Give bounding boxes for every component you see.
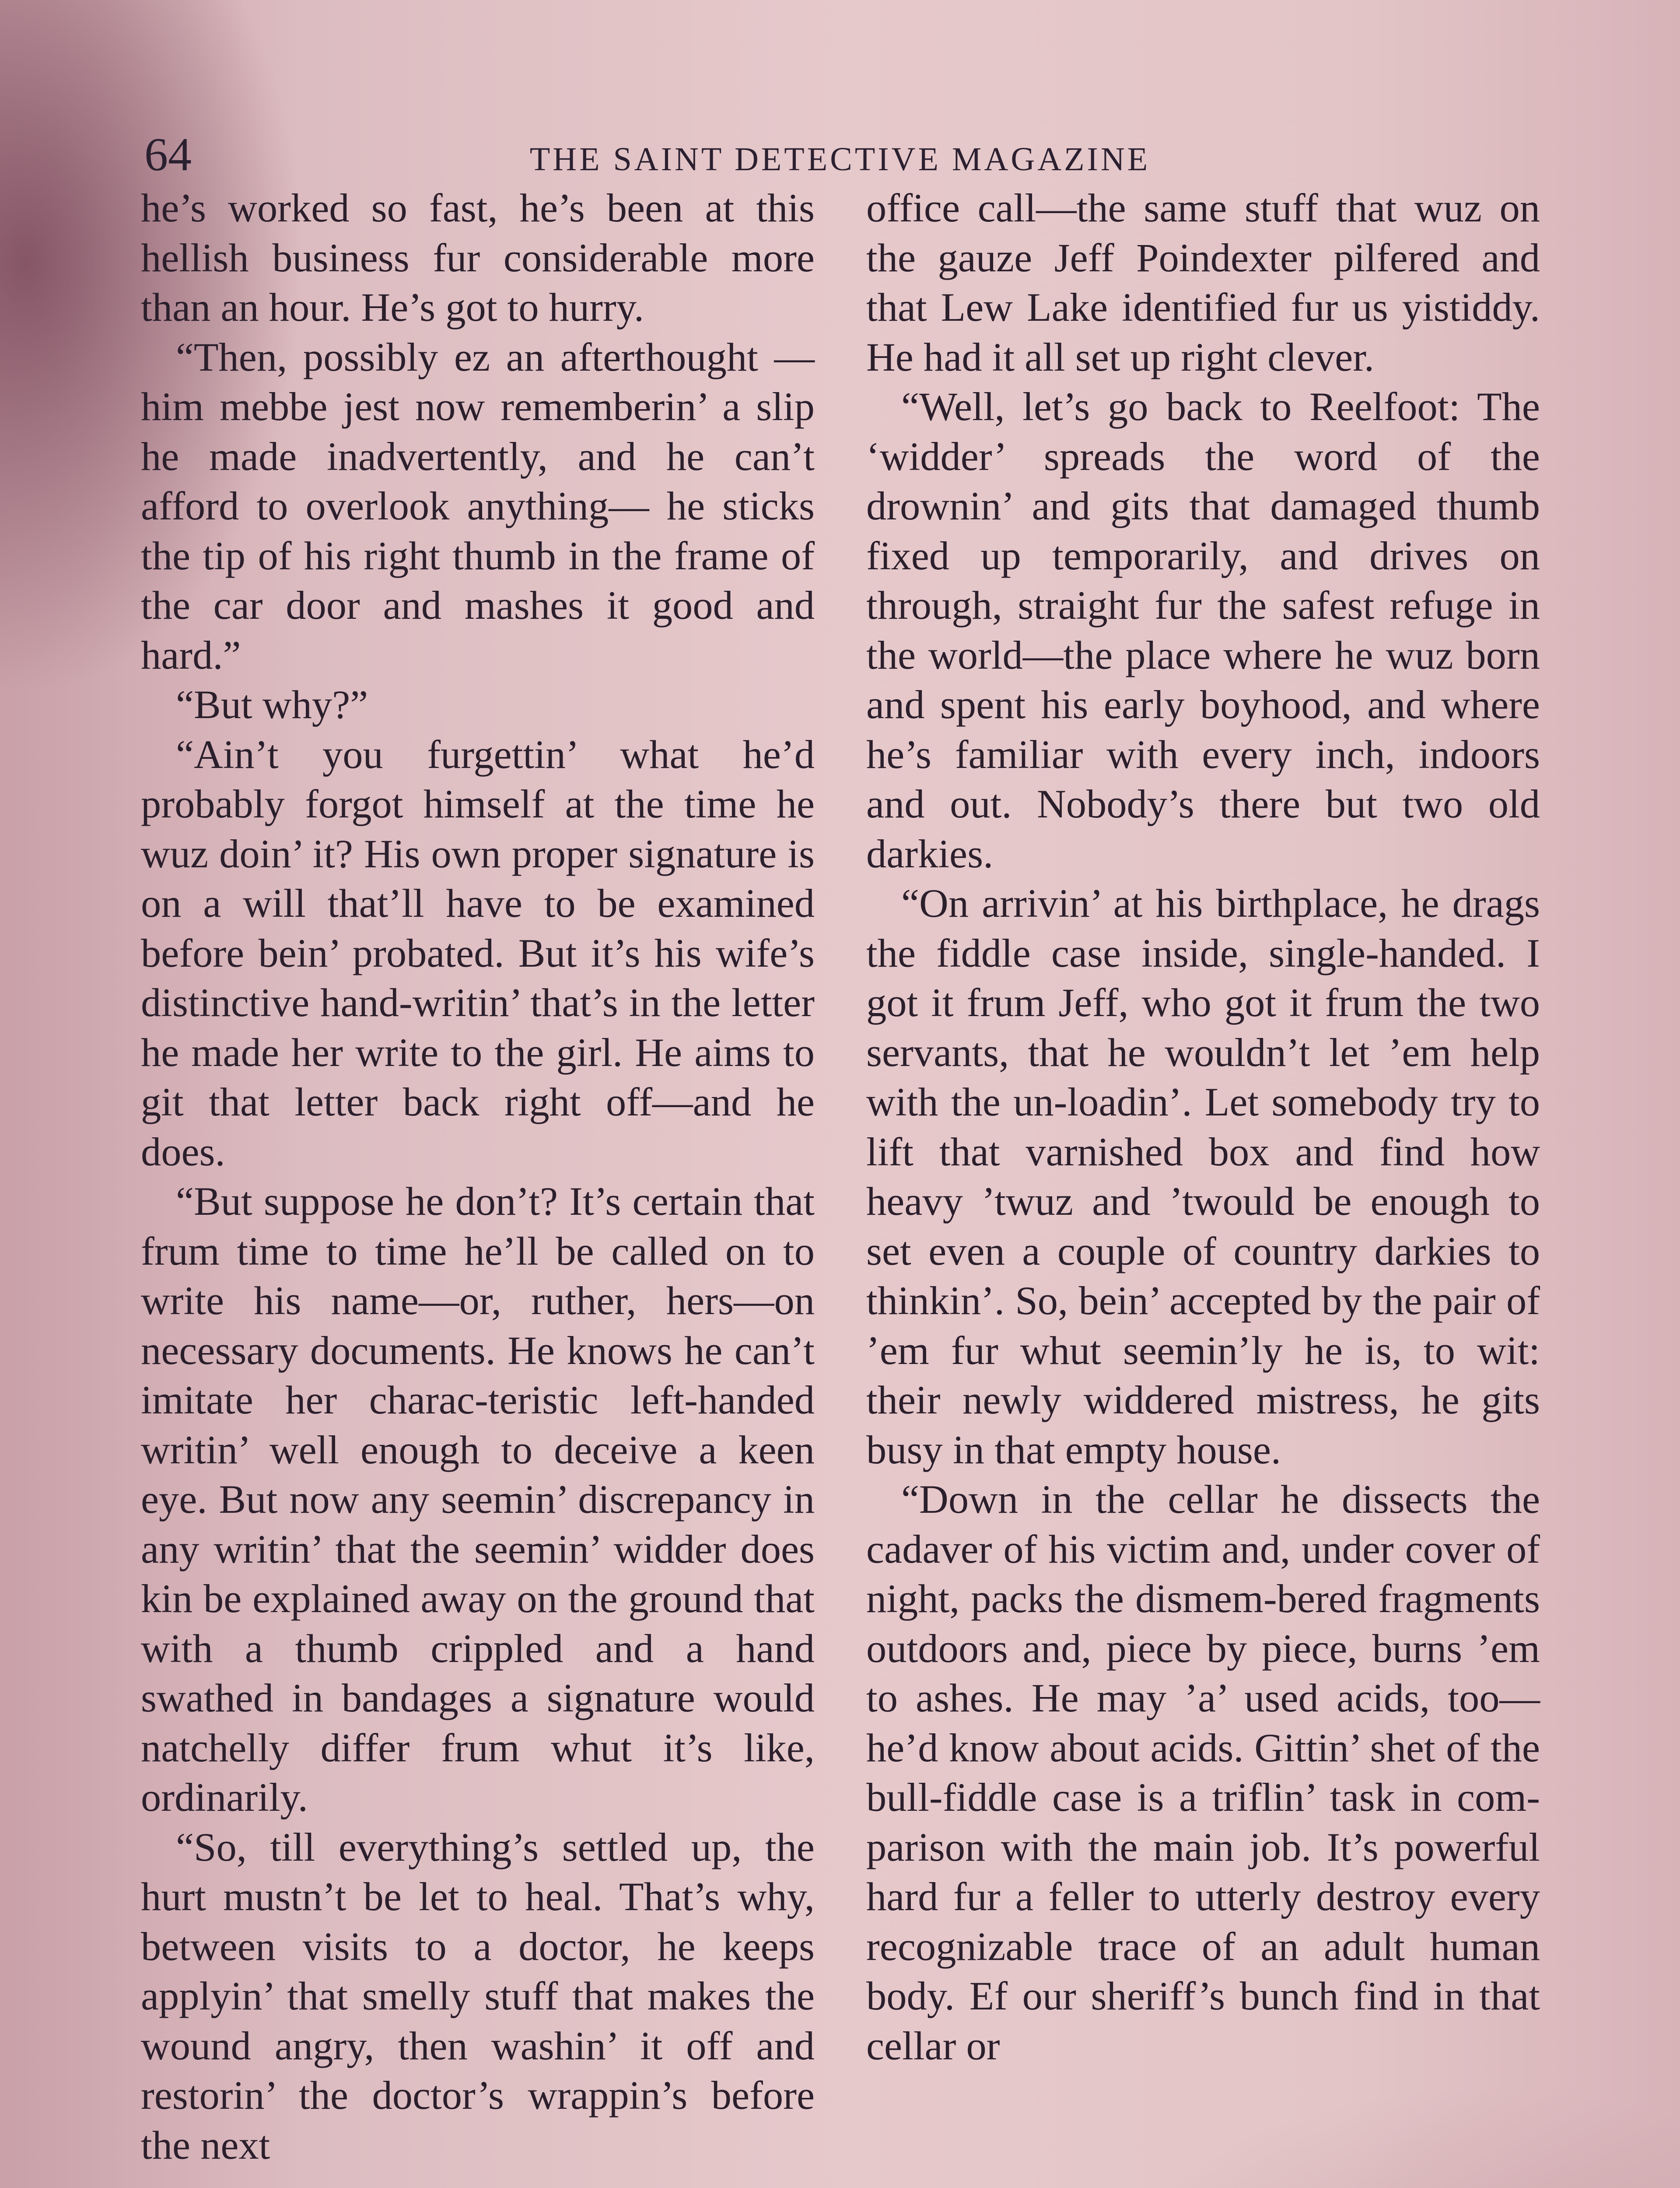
running-head: THE SAINT DETECTIVE MAGAZINE bbox=[529, 141, 1151, 178]
page-number: 64 bbox=[144, 129, 192, 181]
left-column bbox=[141, 184, 815, 2170]
paragraph: “Ain’t you furgettin’ what he’d probably forgot himself at the time he wuz doin’ it? His own proper signature is on a will that’ll have to be examined before bein’ probated. But it’s his wife’s distinctive hand-writin’ that’s in the letter he made her write to the girl. He aims to git that letter back right off—and he does. bbox=[141, 732, 815, 1175]
right-column bbox=[866, 184, 1540, 2071]
paragraph: “Down in the cellar he dissects the cadaver of his victim and, under cover of night, packs the dismem-bered fragments outdoors and, piece by piece, burns ’em to ashes. He may ’a’ used acids, too—he’d know about acids. Gittin’ shet of the bull-fiddle case is a triflin’ task in com-parison with the main job. It’s powerful hard fur a feller to utterly destroy every recognizable trace of an adult human body. Ef our sheriff’s bunch find in that cellar or bbox=[866, 1477, 1540, 2069]
paragraph: “On arrivin’ at his birthplace, he drags the fiddle case inside, single-handed. I got it frum Jeff, who got it frum the two servants, that he wouldn’t let ’em help with the un-loadin’. Let somebody try to lift that varnished box and find how heavy ’twuz and ’twould be enough to set even a couple of country darkies to thinkin’. So, bein’ accepted by the pair of ’em fur whut seemin’ly he is, to wit: their newly widdered mistress, he gits busy in that empty house. bbox=[866, 881, 1540, 1473]
paragraph: “Then, possibly ez an afterthought —him mebbe jest now rememberin’ a slip he made inadvertently, and he can’t afford to overlook anything— he sticks the tip of his right thumb in the frame of the car door and mashes it good and hard.” bbox=[141, 335, 815, 678]
paragraph: “Well, let’s go back to Reelfoot: The ‘widder’ spreads the word of the drownin’ and gits that damaged thumb fixed up temporarily, and drives on through, straight fur the safest refuge in the world—the place where he wuz born and spent his early boyhood, and where he’s familiar with every inch, indoors and out. Nobody’s there but two old darkies. bbox=[866, 385, 1540, 877]
paragraph: he’s worked so fast, he’s been at this hellish business fur considerable more than an hour. He’s got to hurry. bbox=[141, 186, 815, 330]
paragraph: office call—the same stuff that wuz on the gauze Jeff Poindexter pilfered and that Lew Lake identified fur us yistiddy. He had it all set up right clever. bbox=[866, 186, 1540, 380]
paragraph: “So, till everything’s settled up, the hurt mustn’t be let to heal. That’s why, between visits to a doctor, he keeps applyin’ that smelly stuff that makes the wound angry, then washin’ it off and restorin’ the doctor’s wrappin’s before the next bbox=[141, 1825, 815, 2168]
paragraph: “But why?” bbox=[176, 683, 368, 727]
paragraph: “But suppose he don’t? It’s certain that frum time to time he’ll be called on to write his name—or, ruther, hers—on necessary documents. He knows he can’t imitate her charac-teristic left-handed writin’ well enough to deceive a keen eye. But now any seemin’ discrepancy in any writin’ that the seemin’ widder does kin be explained away on the ground that with a thumb crippled and a hand swathed in bandages a signature would natchelly differ frum whut it’s like, ordinarily. bbox=[141, 1179, 815, 1820]
